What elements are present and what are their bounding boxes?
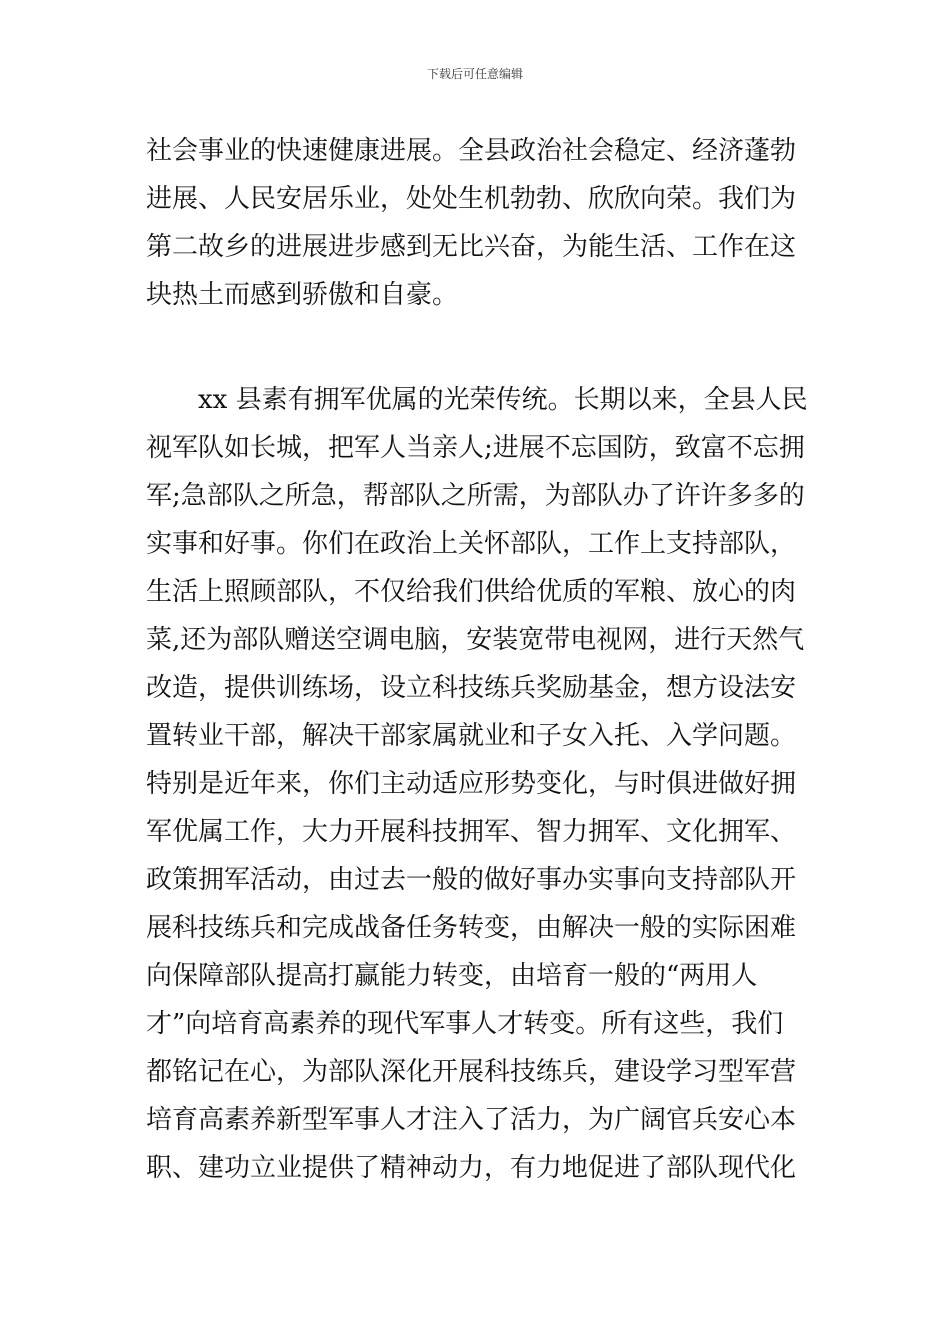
paragraph-line: 视军队如长城，把军人当亲人;进展不忘国防，致富不忘拥 — [146, 433, 805, 463]
page-header: 下载后可任意编辑 — [426, 67, 523, 81]
paragraph-1 — [146, 127, 810, 319]
paragraph-line: 块热土而感到骄傲和自豪。 — [146, 280, 459, 310]
paragraph-2 — [146, 376, 810, 1192]
paragraph-line: 第二故乡的进展进步感到无比兴奋，为能生活、工作在这 — [146, 232, 797, 262]
paragraph-line: 培育高素养新型军事人才注入了活力，为广阔官兵安心本 — [146, 1105, 797, 1135]
paragraph-line: 实事和好事。你们在政治上关怀部队，工作上支持部队， — [146, 529, 797, 559]
paragraph-line: 展科技练兵和完成战备任务转变，由解决一般的实际困难 — [146, 913, 797, 943]
paragraph-line: 社会事业的快速健康进展。全县政治社会稳定、经济蓬勃 — [146, 136, 797, 166]
paragraph-line: 都铭记在心，为部队深化开展科技练兵，建设学习型军营 — [146, 1057, 797, 1087]
paragraph-line: 菜,还为部队赠送空调电脑，安装宽带电视网，进行天然气 — [146, 625, 805, 655]
paragraph-line: 军优属工作，大力开展科技拥军、智力拥军、文化拥军、 — [146, 817, 797, 847]
paragraph-line: 置转业干部，解决干部家属就业和子女入托、入学问题。 — [146, 721, 797, 751]
paragraph-line: 政策拥军活动，由过去一般的做好事办实事向支持部队开 — [146, 865, 797, 895]
paragraph-line: 军;急部队之所急，帮部队之所需，为部队办了许许多多的 — [146, 481, 805, 511]
paragraph-line: 生活上照顾部队，不仅给我们供给优质的军粮、放心的肉 — [146, 577, 797, 607]
paragraph-line: 改造，提供训练场，设立科技练兵奖励基金，想方设法安 — [146, 673, 797, 703]
paragraph-line: 特别是近年来，你们主动适应形势变化，与时俱进做好拥 — [146, 769, 797, 799]
paragraph-line: 职、建功立业提供了精神动力，有力地促进了部队现代化 — [146, 1153, 797, 1183]
paragraph-line: 进展、人民安居乐业，处处生机勃勃、欣欣向荣。我们为 — [146, 184, 797, 214]
paragraph-line: xx 县素有拥军优属的光荣传统。长期以来，全县人民 — [198, 385, 808, 415]
paragraph-line: 才”向培育高素养的现代军事人才转变。所有这些，我们 — [146, 1009, 784, 1039]
paragraph-line: 向保障部队提高打赢能力转变，由培育一般的“两用人 — [146, 961, 758, 991]
